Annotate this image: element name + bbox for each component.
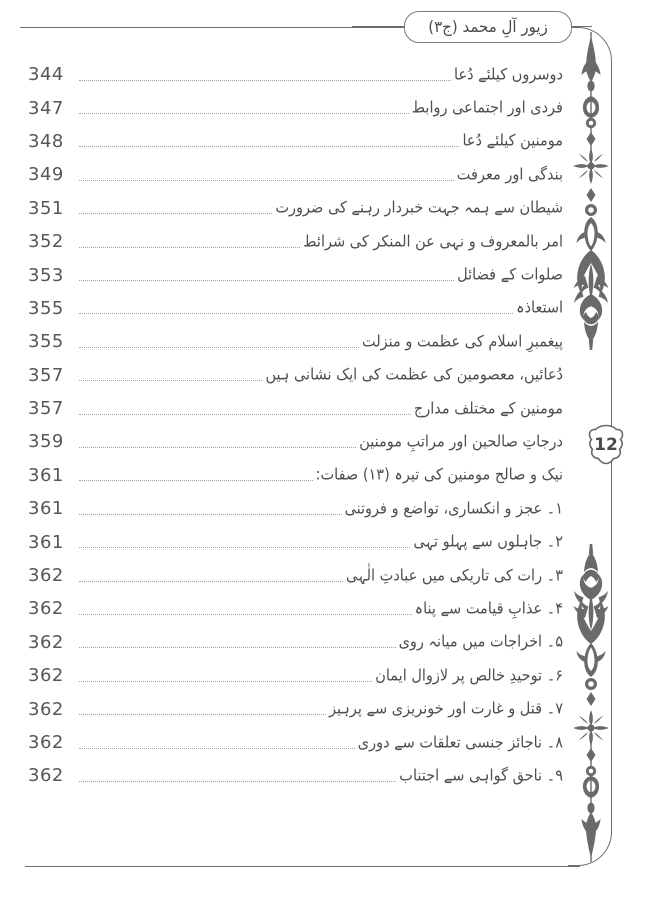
toc-entry[interactable] — [28, 692, 563, 725]
header-rule-left — [352, 26, 408, 27]
toc-entry-page-number: 359 — [28, 431, 64, 453]
toc-entry-page-number: 362 — [28, 598, 64, 620]
toc-leader-dots — [79, 312, 513, 314]
toc-entry-title: ۹۔ ناحق گواہی سے اجتناب — [399, 767, 563, 785]
toc-entry-title: صلوات کے فضائل — [457, 266, 563, 284]
toc-entry-title: پیغمبرِ اسلام کی عظمت و منزلت — [362, 333, 563, 351]
toc-entry[interactable] — [28, 359, 563, 392]
table-of-contents-list — [28, 58, 563, 793]
toc-entry-page-number: 361 — [28, 498, 64, 520]
toc-entry-page-number: 355 — [28, 297, 64, 319]
page-number: 12 — [594, 435, 618, 455]
toc-entry-page-number: 351 — [28, 197, 64, 219]
toc-entry-title: دوسروں کیلئے دُعا — [454, 66, 563, 84]
toc-entry[interactable] — [28, 492, 563, 525]
toc-entry[interactable] — [28, 759, 563, 792]
toc-leader-dots — [79, 646, 396, 648]
page-number-badge — [586, 424, 626, 466]
book-title: زیور آلِ محمد (ج۳) — [428, 17, 548, 37]
toc-entry-page-number: 361 — [28, 531, 64, 553]
toc-leader-dots — [79, 79, 451, 81]
toc-entry-title: فردی اور اجتماعی روابط — [411, 99, 563, 117]
toc-leader-dots — [79, 513, 342, 515]
toc-leader-dots — [79, 179, 454, 181]
header-cartouche — [404, 11, 572, 43]
toc-entry-title: دُعائیں، معصومین کی عظمت کی ایک نشانی ہیں — [265, 366, 563, 384]
toc-entry-page-number: 355 — [28, 331, 64, 353]
toc-entry-title: بندگی اور معرفت — [456, 166, 563, 184]
toc-leader-dots — [79, 112, 409, 114]
toc-leader-dots — [79, 613, 412, 615]
toc-entry[interactable] — [28, 726, 563, 759]
toc-leader-dots — [79, 379, 262, 381]
toc-entry[interactable] — [28, 225, 563, 258]
toc-entry-page-number: 362 — [28, 732, 64, 753]
toc-entry-page-number: 357 — [28, 398, 64, 420]
toc-leader-dots — [79, 680, 372, 682]
toc-entry-title: ۲۔ جاہلوں سے پہلو تہی — [413, 533, 563, 551]
toc-entry-page-number: 362 — [28, 631, 64, 653]
toc-entry-page-number: 362 — [28, 698, 64, 720]
toc-entry-title: استعاذہ — [516, 299, 563, 318]
toc-entry-page-number: 347 — [28, 97, 64, 119]
toc-leader-dots — [79, 479, 313, 481]
toc-entry[interactable] — [28, 392, 563, 425]
toc-entry-title: نیک و صالح مومنین کی تیرہ (۱۳) صفات: — [315, 466, 563, 485]
toc-entry[interactable] — [28, 525, 563, 558]
toc-entry-page-number: 349 — [28, 164, 64, 186]
toc-entry-page-number: 348 — [28, 130, 64, 152]
toc-entry-page-number: 362 — [28, 765, 64, 787]
toc-entry-title: شیطان سے ہمہ جہت خبردار رہنے کی ضرورت — [275, 199, 563, 217]
toc-entry-title: ۶۔ توحیدِ خالص پر لازوال ایمان — [375, 667, 563, 685]
toc-entry[interactable] — [28, 325, 563, 358]
toc-entry[interactable] — [28, 626, 563, 659]
toc-entry[interactable] — [28, 592, 563, 625]
toc-entry-page-number: 362 — [28, 565, 64, 587]
toc-entry[interactable] — [28, 258, 563, 291]
toc-entry-title: ۳۔ رات کی تاریکی میں عبادتِ الٰہی — [346, 566, 563, 585]
toc-entry[interactable] — [28, 158, 563, 191]
page-frame-bottom-rule — [25, 866, 580, 867]
toc-entry-title: مومنین کیلئے دُعا — [462, 132, 563, 151]
toc-entry[interactable] — [28, 292, 563, 325]
toc-leader-dots — [79, 780, 396, 782]
toc-entry-page-number: 361 — [28, 464, 64, 486]
toc-entry-title: امر بالمعروف و نہی عن المنکر کی شرائط — [303, 233, 563, 251]
toc-entry[interactable] — [28, 192, 563, 225]
toc-entry-title: مومنین کے مختلف مدارج — [413, 399, 563, 418]
toc-entry-page-number: 352 — [28, 231, 64, 253]
toc-leader-dots — [79, 446, 356, 448]
toc-leader-dots — [79, 546, 410, 548]
toc-entry[interactable] — [28, 459, 563, 492]
toc-entry-page-number: 357 — [28, 364, 64, 386]
toc-entry[interactable] — [28, 58, 563, 91]
toc-entry-page-number: 362 — [28, 665, 64, 687]
toc-leader-dots — [79, 747, 355, 749]
toc-leader-dots — [79, 346, 359, 348]
toc-entry[interactable] — [28, 425, 563, 458]
toc-leader-dots — [79, 246, 300, 248]
toc-leader-dots — [79, 413, 411, 415]
toc-entry-page-number: 344 — [28, 64, 64, 86]
toc-entry[interactable] — [28, 91, 563, 124]
toc-leader-dots — [79, 279, 454, 281]
toc-entry-title: ۴۔ عذابِ قیامت سے پناہ — [414, 600, 563, 618]
toc-leader-dots — [79, 145, 459, 147]
toc-entry-title: ۱۔ عجز و انکساری، تواضع و فروتنی — [344, 500, 563, 518]
toc-entry-page-number: 353 — [28, 264, 64, 286]
toc-entry-title: درجاتِ صالحین اور مراتبِ مومنین — [359, 433, 563, 451]
toc-leader-dots — [79, 212, 272, 214]
toc-leader-dots — [79, 580, 343, 582]
toc-entry-title: ۵۔ اخراجات میں میانہ روی — [398, 633, 563, 651]
toc-entry-title: ۷۔ قتل و غارت اور خونریزی سے پرہیز — [329, 700, 563, 718]
toc-entry[interactable] — [28, 659, 563, 692]
toc-entry[interactable] — [28, 559, 563, 592]
toc-leader-dots — [79, 713, 326, 715]
toc-entry[interactable] — [28, 125, 563, 158]
toc-entry-title: ۸۔ ناجائز جنسی تعلقات سے دوری — [357, 733, 563, 752]
